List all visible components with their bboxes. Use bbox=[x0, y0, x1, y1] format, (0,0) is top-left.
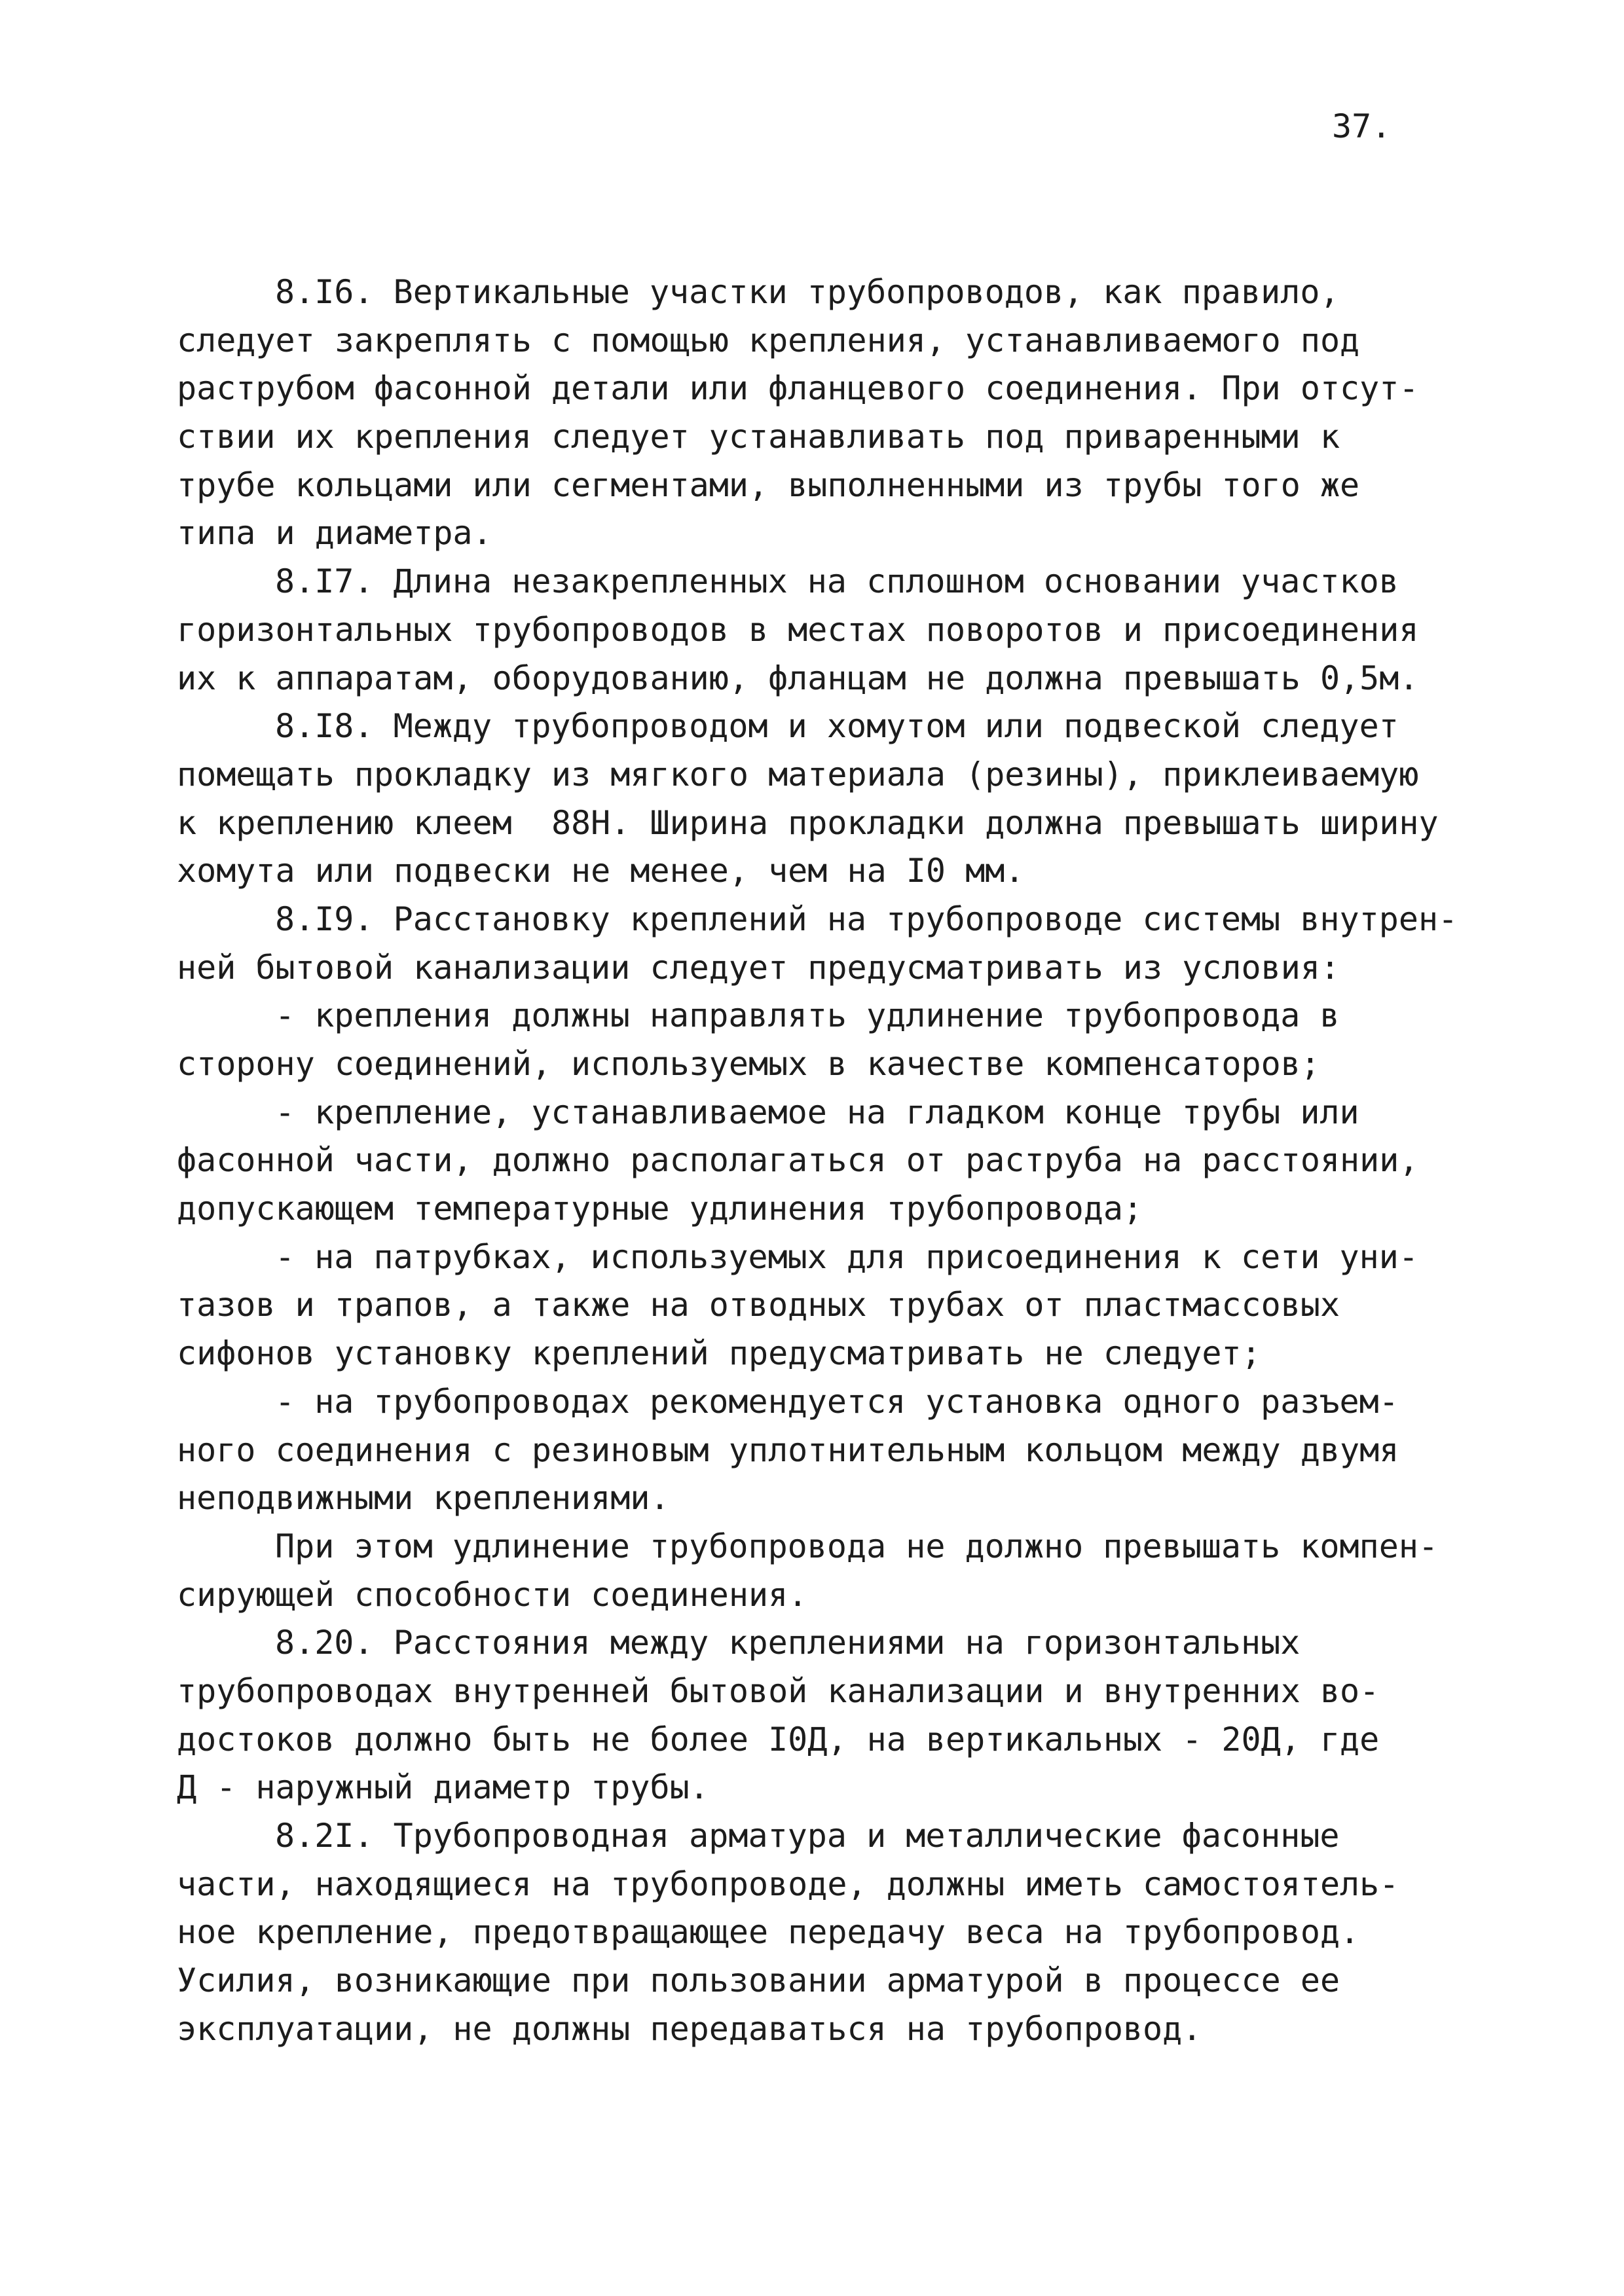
body-text bbox=[177, 268, 1513, 2053]
text-line: 8.I7. Длина незакрепленных на сплошном основании участков bbox=[275, 562, 1399, 601]
text-line: Усилия, возникающие при пользовании арматурой в процессе ее bbox=[177, 1961, 1340, 2000]
text-line: трубопроводах внутренней бытовой канализации и внутренних во- bbox=[177, 1671, 1380, 1710]
text-line: 8.I8. Между трубопроводом и хомутом или подвеской следует bbox=[275, 707, 1399, 746]
text-line: к креплению клеем 88Н. Ширина прокладки должна превышать ширину bbox=[177, 803, 1439, 842]
text-line: 8.2I. Трубопроводная арматура и металлические фасонные bbox=[275, 1817, 1340, 1855]
text-line: ствии их крепления следует устанавливать под приваренными к bbox=[177, 418, 1340, 456]
text-line: 8.I6. Вертикальные участки трубопроводов, как правило, bbox=[275, 273, 1340, 311]
text-line: достоков должно быть не более I0Д, на вертикальных - 20Д, где bbox=[177, 1720, 1380, 1758]
text-line: сирующей способности соединения. bbox=[177, 1575, 808, 1614]
text-line: При этом удлинение трубопровода не должно превышать компен- bbox=[275, 1527, 1439, 1565]
text-line: типа и диаметра. bbox=[177, 514, 492, 553]
text-line: части, находящиеся на трубопроводе, должны иметь самостоятель- bbox=[177, 1865, 1399, 1903]
page-number: 37. bbox=[1332, 107, 1392, 145]
text-line: раструбом фасонной детали или фланцевого соединения. При отсут- bbox=[177, 369, 1419, 408]
text-line: ней бытовой канализации следует предусматривать из условия: bbox=[177, 948, 1340, 987]
text-line: эксплуатации, не должны передаваться на трубопровод. bbox=[177, 2009, 1202, 2048]
text-line: хомута или подвески не менее, чем на I0 мм. bbox=[177, 852, 1025, 890]
text-line: ное крепление, предотвращающее передачу веса на трубопровод. bbox=[177, 1913, 1360, 1952]
text-line: тазов и трапов, а также на отводных трубах от пластмассовых bbox=[177, 1286, 1340, 1324]
text-line: 8.20. Расстояния между креплениями на горизонтальных bbox=[275, 1624, 1301, 1662]
text-line: - на трубопроводах рекомендуется установка одного разъем- bbox=[275, 1382, 1399, 1421]
text-line: горизонтальных трубопроводов в местах поворотов и присоединения bbox=[177, 610, 1419, 649]
text-line: сифонов установку креплений предусматривать не следует; bbox=[177, 1334, 1261, 1373]
text-line: Д - наружный диаметр трубы. bbox=[177, 1768, 709, 1807]
text-line: - крепления должны направлять удлинение трубопровода в bbox=[275, 996, 1340, 1035]
text-line: их к аппаратам, оборудованию, фланцам не должна превышать 0,5м. bbox=[177, 659, 1419, 697]
text-line: помещать прокладку из мягкого материала (резины), приклеиваемую bbox=[177, 755, 1419, 793]
text-line: сторону соединений, используемых в качестве компенсаторов; bbox=[177, 1045, 1320, 1083]
text-line: - крепление, устанавливаемое на гладком конце трубы или bbox=[275, 1093, 1359, 1131]
text-line: - на патрубках, используемых для присоединения к сети уни- bbox=[275, 1237, 1418, 1276]
text-line: трубе кольцами или сегментами, выполненными из трубы того же bbox=[177, 465, 1360, 504]
text-line: неподвижными креплениями. bbox=[177, 1479, 670, 1518]
text-line: следует закреплять с помощью крепления, устанавливаемого под bbox=[177, 321, 1360, 359]
text-line: ного соединения с резиновым уплотнительным кольцом между двумя bbox=[177, 1430, 1399, 1469]
text-line: фасонной части, должно располагаться от раструба на расстоянии, bbox=[177, 1141, 1419, 1180]
text-line: 8.I9. Расстановку креплений на трубопроводе системы внутрен- bbox=[275, 900, 1458, 938]
text-line: допускающем температурные удлинения трубопровода; bbox=[177, 1190, 1143, 1228]
